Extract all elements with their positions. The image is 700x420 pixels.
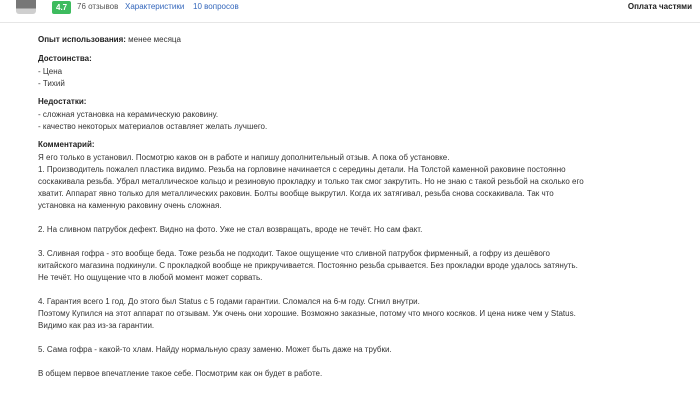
product-header-bar: [0, 0, 700, 23]
comment-line: хватит. Аппарат явно только для металлических раковин. Болты вообще выкрутил. Когда их затягивал, резьба снова соскакивала. Так что: [38, 189, 554, 198]
comment-paragraph-1: [38, 164, 668, 212]
pros-item: - Тихий: [38, 79, 65, 88]
usage-label: Опыт использования:: [38, 35, 126, 44]
pros-section: [38, 53, 668, 90]
comment-paragraph-3: [38, 248, 668, 284]
cons-section: [38, 96, 668, 133]
usage-experience: [38, 34, 668, 46]
comment-intro: Я его только в установил. Посмотрю каков он в работе и напишу дополнительный отзыв. А пока об установке.: [38, 153, 450, 162]
cons-label: Недостатки:: [38, 97, 87, 106]
comment-line: В общем первое впечатление такое себе. Посмотрим как он будет в работе.: [38, 369, 323, 378]
pros-item: - Цена: [38, 67, 63, 76]
comment-line: 1. Производитель пожалел пластика видимо. Резьба на горловине начинается с середины детали. На Толстой каменной раковине постоянно: [38, 165, 566, 174]
reviews-count[interactable]: 76 отзывов: [77, 2, 119, 11]
cons-item: - сложная установка на керамическую раковину.: [38, 110, 219, 119]
comment-line: 2. На сливном патрубок дефект. Видно на фото. Уже не стал возвращать, вроде не течёт. Но сам факт.: [38, 225, 423, 234]
comment-section: [38, 139, 668, 380]
usage-value: менее месяца: [128, 35, 181, 44]
product-thumbnail[interactable]: [16, 0, 36, 14]
cons-item: - качество некоторых материалов оставляет желать лучшего.: [38, 122, 268, 131]
questions-link[interactable]: 10 вопросов: [193, 2, 239, 11]
comment-line: 4. Гарантия всего 1 год. До этого был Status с 5 годами гарантии. Сломался на 6-м году. Сгнил внутри.: [38, 297, 420, 306]
comment-paragraph-5: [38, 344, 668, 356]
comment-paragraph-6: [38, 368, 668, 380]
comment-line: 3. Сливная гофра - это вообще беда. Тоже резьба не подходит. Такое ощущение что сливной патрубок фирменный, а гофру из дешёвого: [38, 249, 550, 258]
characteristics-link[interactable]: Характеристики: [125, 2, 185, 11]
comment-line: 5. Сама гофра - какой-то хлам. Найду нормальную сразу заменю. Может быть даже на трубки.: [38, 345, 392, 354]
rating-badge[interactable]: 4.7: [52, 1, 71, 14]
comment-paragraph-4: [38, 296, 668, 332]
pros-label: Достоинства:: [38, 54, 92, 63]
pay-in-parts-link[interactable]: Оплата частями: [627, 2, 692, 11]
comment-label: Комментарий:: [38, 140, 95, 149]
comment-line: Поэтому Купился на этот аппарат по отзывам. Уж очень они хорошие. Возможно заказные, потому что много косяков. И цена ниже чем у Status.: [38, 309, 576, 318]
comment-line: Не течёт. Но ощущение что в любой момент может сорвать.: [38, 273, 263, 282]
review-body: [38, 34, 668, 386]
comment-line: Видимо как раз из-за гарантии.: [38, 321, 155, 330]
comment-paragraph-2: [38, 224, 668, 236]
comment-line: китайского магазина подкинули. С прокладкой вообще не прикручивается. Постоянно резьба срывается. Без прокладки вроде удалось затянуть.: [38, 261, 578, 270]
comment-line: установка на каменную раковину очень сложная.: [38, 201, 222, 210]
comment-line: соскакивала резьба. Убрал металлическое кольцо и резиновую прокладку и только так смог закрутить. Но не знаю с такой резьбой на сколько его: [38, 177, 584, 186]
